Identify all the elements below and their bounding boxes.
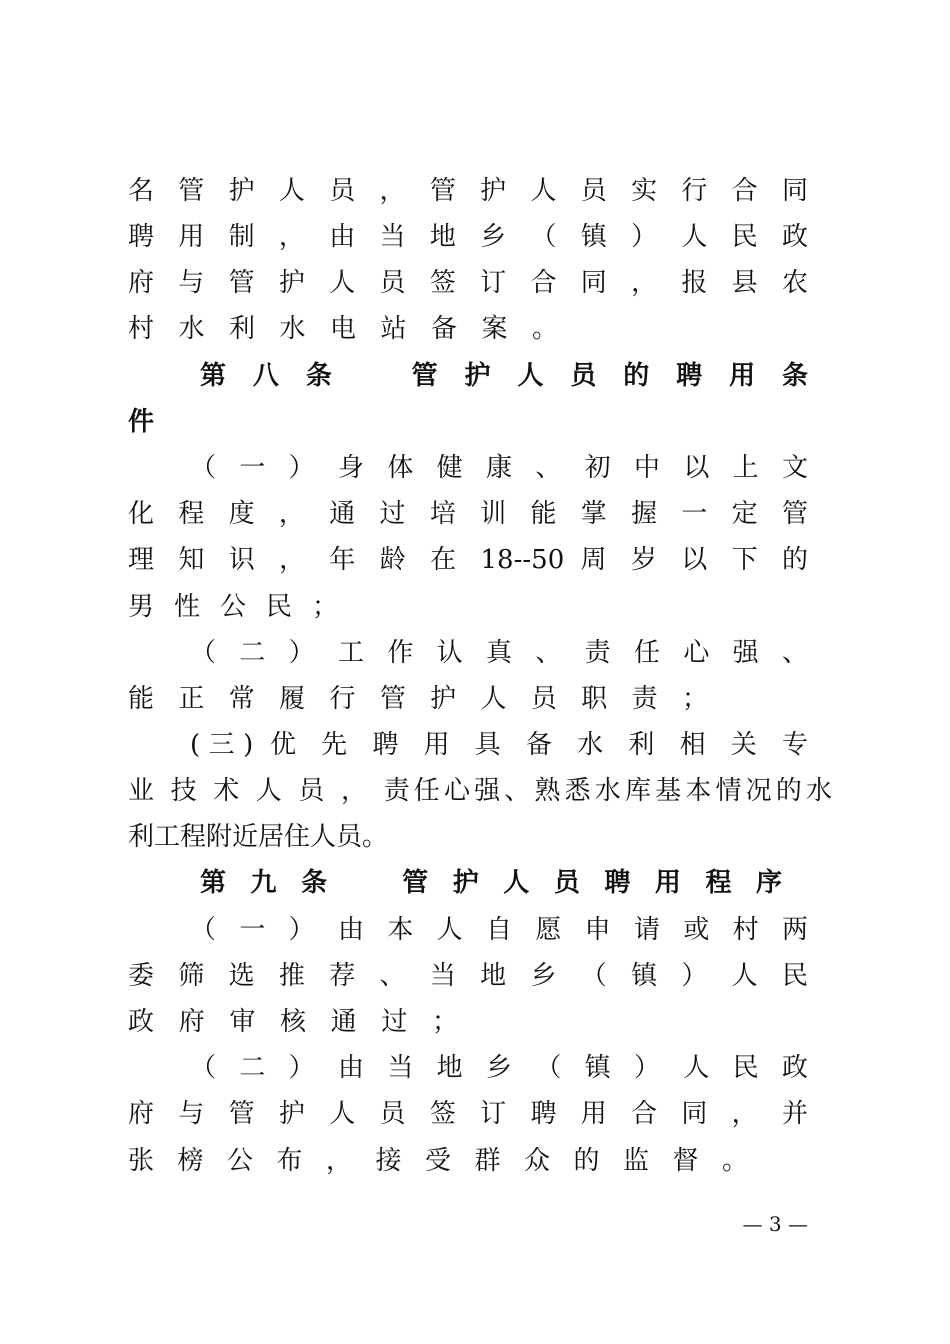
body-line: 府 与 管 护 人 员 签 订 合 同 ， 报 县 农: [128, 268, 808, 298]
article-8-heading: 第 八 条 管 护 人 员 的 聘 用 条: [200, 361, 808, 391]
body-line: 业 技 术 人 员 ， 责任心强、熟悉水库基本情况的水: [128, 776, 832, 806]
body-line: 能 正 常 履 行 管 护 人 员 职 责 ；: [128, 684, 708, 714]
body-line: 利工程附近居住人员。: [128, 822, 389, 852]
body-line: 男 性 公 民 ；: [128, 592, 338, 622]
body-line: 委 筛 选 推 荐 、 当 地 乡 （ 镇 ） 人 民: [128, 961, 808, 991]
body-line: 村 水 利 水 电 站 备 案 。: [128, 314, 558, 344]
body-line: 名 管 护 人 员 ， 管 护 人 员 实 行 合 同: [128, 176, 808, 206]
body-line: （ 一 ） 由 本 人 自 愿 申 请 或 村 两: [190, 915, 808, 945]
body-line: 政 府 审 核 通 过 ；: [128, 1007, 458, 1037]
body-line: 张 榜 公 布 ， 接 受 群 众 的 监 督 。: [128, 1146, 748, 1176]
article-9-heading: 第 九 条 管 护 人 员 聘 用 程 序: [200, 868, 782, 898]
body-line: （ 一 ） 身 体 健 康 、 初 中 以 上 文: [190, 453, 808, 483]
page-number: — 3 —: [742, 1212, 808, 1236]
body-line: (三) 优 先 聘 用 具 备 水 利 相 关 专: [190, 730, 808, 760]
body-line: （ 二 ） 工 作 认 真 、 责 任 心 强 、: [190, 638, 808, 668]
body-line: 府 与 管 护 人 员 签 订 聘 用 合 同 ， 并: [128, 1099, 808, 1129]
body-line: （ 二 ） 由 当 地 乡 （ 镇 ） 人 民 政: [190, 1053, 808, 1083]
article-8-heading-continued: 件: [128, 407, 155, 437]
body-line: 聘 用 制 ， 由 当 地 乡 （ 镇 ） 人 民 政: [128, 222, 808, 252]
body-line: 化 程 度 ， 通 过 培 训 能 掌 握 一 定 管: [128, 499, 808, 529]
body-line: 理 知 识 ， 年 龄 在 18--50 周 岁 以 下 的: [128, 545, 808, 575]
